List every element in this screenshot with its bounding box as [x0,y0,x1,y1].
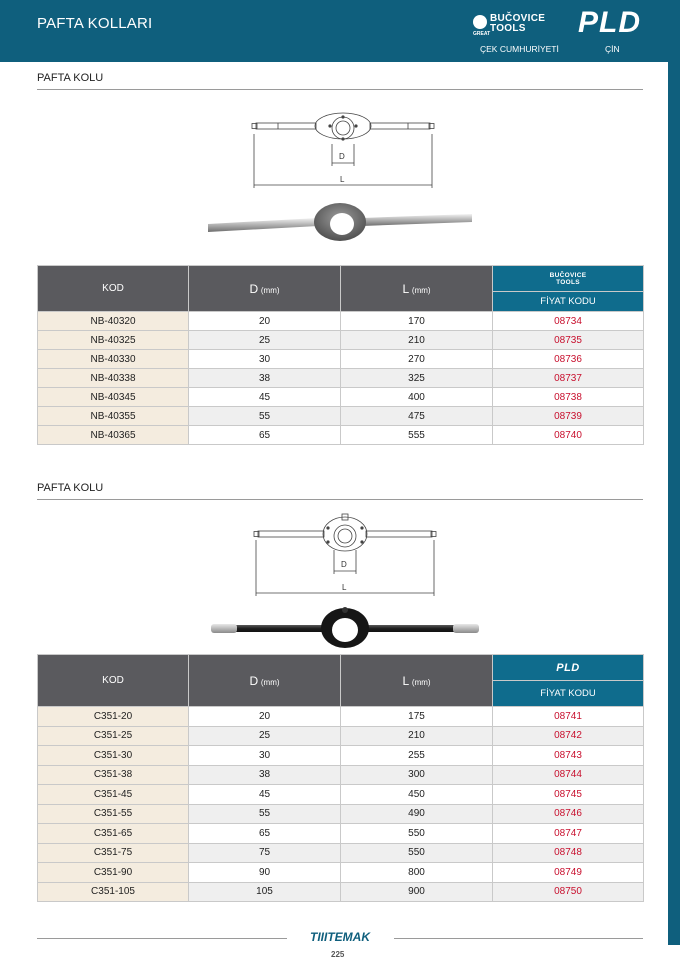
row-l: 270 [341,350,493,369]
row-l: 255 [341,746,493,766]
table-row [38,765,644,785]
pld-logo: PLD [578,6,641,39]
section2-product-photo [205,604,485,652]
table-row [38,407,644,426]
page-number: 225 [331,950,345,959]
bucovice-name-line1: BUČOVICE [490,13,546,24]
row-code: C351-38 [38,765,189,785]
temak-mark-icon: TIII [310,930,328,944]
section1-header-l [341,266,493,312]
row-l: 550 [341,843,493,863]
bucovice-sub-label: GREAT [473,31,491,37]
section2-divider [37,499,643,500]
row-price: 08735 [493,331,644,350]
table-row [38,863,644,883]
row-d: 105 [189,882,341,902]
section2-header-l-unit: (mm) [411,677,431,687]
table-row [38,426,644,445]
row-price: 08746 [493,804,644,824]
section1-brand-line1: BUČOVICE [549,271,587,279]
section2-header-brand [493,655,644,681]
section2-title: PAFTA KOLU [37,482,104,494]
temak-logo [310,930,374,944]
right-edge-stripe [668,62,680,945]
section1-drawing-l-label: L [340,175,345,184]
row-code: C351-90 [38,863,189,883]
bucovice-name-line2: TOOLS [490,23,526,34]
row-code: NB-40355 [38,407,189,426]
section2-header-d-label: D [249,673,259,688]
row-l: 170 [341,312,493,331]
section1-brand-line2: TOOLS [556,278,580,286]
section1-header-kod: KOD [38,266,189,312]
header-bar [0,0,680,62]
row-code: C351-75 [38,843,189,863]
table-row [38,785,644,805]
row-d: 38 [189,765,341,785]
section2-header-price: FİYAT KODU [493,681,644,707]
bucovice-logo [473,13,565,41]
section2-technical-drawing [250,508,440,600]
row-d: 30 [189,746,341,766]
row-price: 08741 [493,707,644,727]
section2-price-table [37,654,644,902]
row-l: 210 [341,331,493,350]
row-l: 550 [341,824,493,844]
row-price: 08742 [493,726,644,746]
row-code: NB-40325 [38,331,189,350]
row-code: C351-65 [38,824,189,844]
section2-header-l [341,655,493,707]
section2-drawing-d-label: D [341,560,347,569]
table-row [38,707,644,727]
temak-name: TEMAK [327,930,371,944]
row-d: 75 [189,843,341,863]
row-code: NB-40338 [38,369,189,388]
page-title: PAFTA KOLLARI [37,15,153,32]
section1-price-table [37,265,644,445]
row-price: 08748 [493,843,644,863]
table-row [38,331,644,350]
table-row [38,824,644,844]
table-row [38,726,644,746]
row-l: 300 [341,765,493,785]
row-code: NB-40345 [38,388,189,407]
section2-header-d-unit: (mm) [260,677,280,687]
row-l: 450 [341,785,493,805]
row-code: C351-45 [38,785,189,805]
row-d: 20 [189,707,341,727]
row-l: 800 [341,863,493,883]
row-d: 55 [189,804,341,824]
bucovice-name [490,14,545,34]
section1-title: PAFTA KOLU [37,72,104,84]
row-d: 20 [189,312,341,331]
row-price: 08737 [493,369,644,388]
row-price: 08744 [493,765,644,785]
row-code: NB-40365 [38,426,189,445]
row-d: 45 [189,785,341,805]
row-price: 08749 [493,863,644,883]
table-row [38,746,644,766]
row-l: 325 [341,369,493,388]
row-d: 25 [189,726,341,746]
section1-header-l-unit: (mm) [411,285,431,295]
row-d: 45 [189,388,341,407]
section1-header-d-unit: (mm) [260,285,280,295]
row-price: 08745 [493,785,644,805]
table-row [38,312,644,331]
row-l: 475 [341,407,493,426]
section1-header-d [189,266,341,312]
table-row [38,369,644,388]
row-code: C351-25 [38,726,189,746]
row-price: 08750 [493,882,644,902]
row-d: 90 [189,863,341,883]
row-l: 400 [341,388,493,407]
row-l: 900 [341,882,493,902]
section1-product-photo [200,198,480,248]
row-l: 175 [341,707,493,727]
table-row [38,882,644,902]
row-code: C351-30 [38,746,189,766]
row-price: 08740 [493,426,644,445]
row-price: 08739 [493,407,644,426]
section1-technical-drawing [248,108,438,192]
row-l: 555 [341,426,493,445]
section1-header-l-label: L [402,281,410,296]
row-code: C351-55 [38,804,189,824]
section1-header-price: FİYAT KODU [493,292,644,312]
row-d: 65 [189,426,341,445]
row-price: 08743 [493,746,644,766]
row-price: 08734 [493,312,644,331]
row-l: 210 [341,726,493,746]
section2-brand-pld: PLD [556,661,580,674]
section2-drawing-l-label: L [342,583,347,592]
section1-drawing-d-label: D [339,152,345,161]
row-price: 08738 [493,388,644,407]
section2-header-kod: KOD [38,655,189,707]
row-d: 55 [189,407,341,426]
row-code: C351-20 [38,707,189,727]
footer-rule-left [37,938,287,939]
row-price: 08736 [493,350,644,369]
table-row [38,804,644,824]
section1-divider [37,89,643,90]
row-l: 490 [341,804,493,824]
row-d: 65 [189,824,341,844]
row-d: 30 [189,350,341,369]
row-code: NB-40330 [38,350,189,369]
row-d: 38 [189,369,341,388]
row-d: 25 [189,331,341,350]
origin-china: ÇİN [605,44,620,54]
footer-rule-right [394,938,643,939]
table-row [38,350,644,369]
section1-header-d-label: D [249,281,259,296]
table-row [38,388,644,407]
row-price: 08747 [493,824,644,844]
row-code: NB-40320 [38,312,189,331]
row-code: C351-105 [38,882,189,902]
section1-header-brand [493,266,644,292]
origin-czech: ÇEK CUMHURİYETİ [480,44,559,54]
bucovice-emblem-icon [473,15,487,29]
table-row [38,843,644,863]
section2-header-l-label: L [402,673,410,688]
section2-header-d [189,655,341,707]
